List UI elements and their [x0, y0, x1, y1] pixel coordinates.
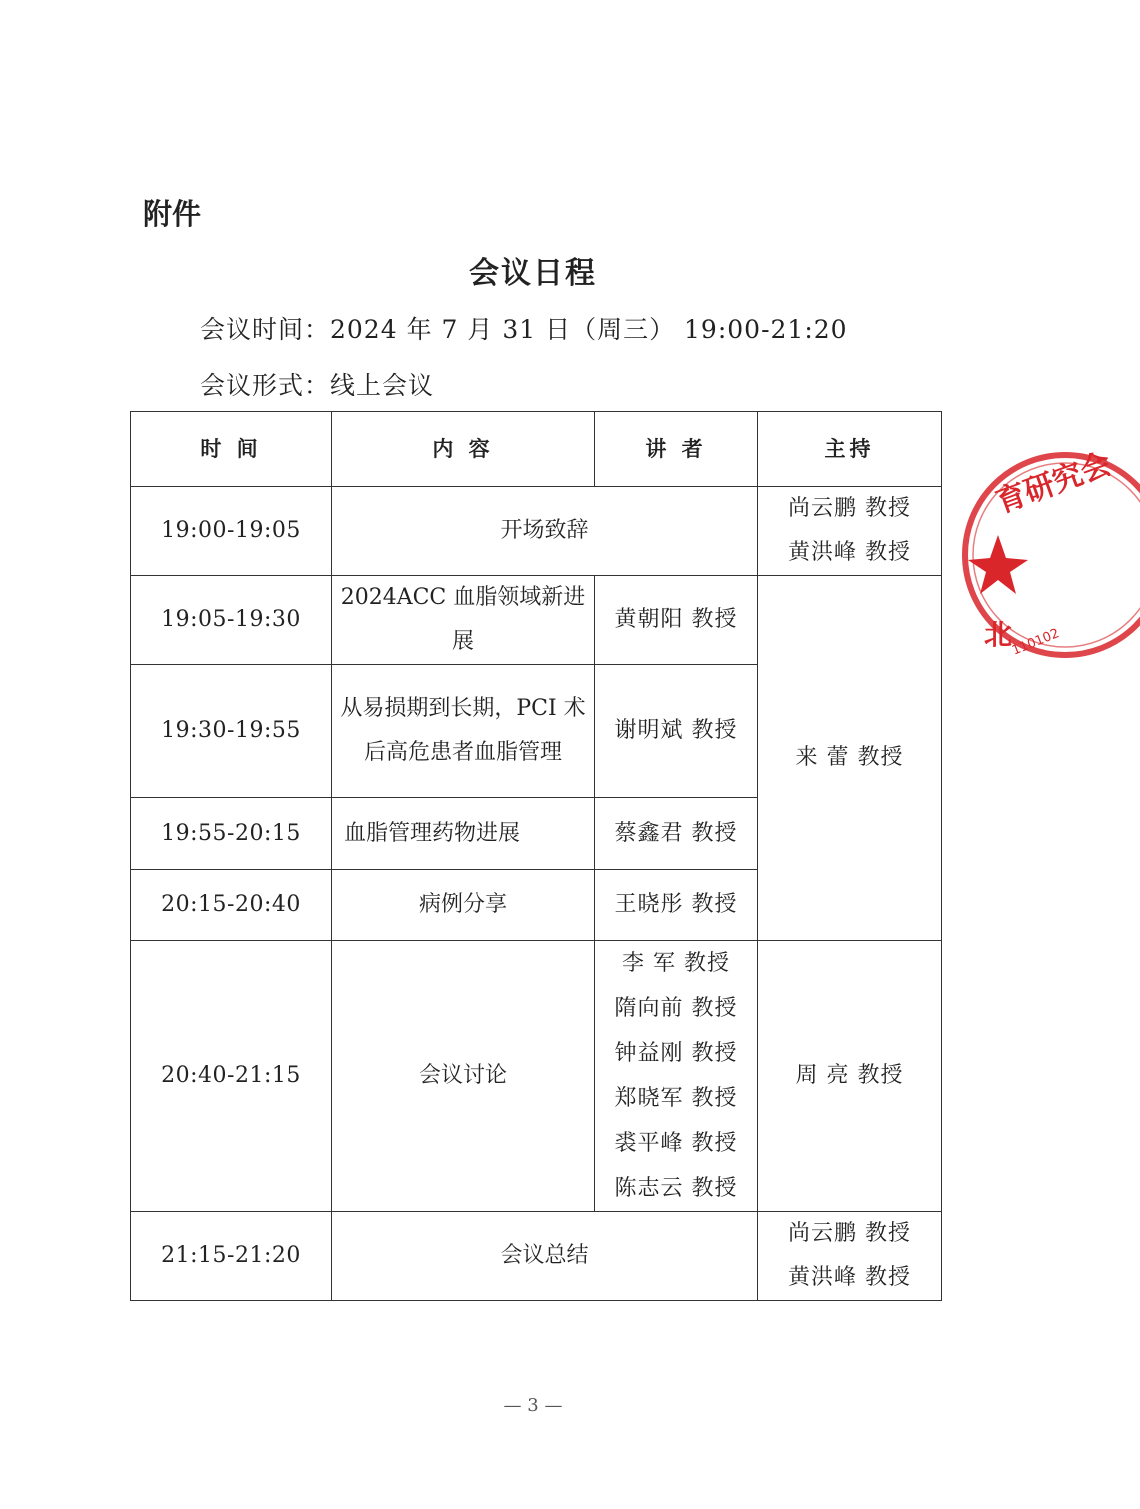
speaker-name: 隋向前 教授: [614, 996, 738, 1021]
speaker-name: 裘平峰 教授: [614, 1131, 738, 1156]
row-content: 会议总结: [332, 1212, 758, 1301]
host-name: 黄洪峰 教授: [788, 540, 911, 565]
seal-star-icon: [968, 535, 1028, 594]
row-hosts: [758, 1212, 942, 1301]
header-content: 内 容: [332, 412, 595, 487]
table-row: [131, 1212, 942, 1301]
seal-text-top: 育研究会: [991, 446, 1117, 521]
seal-text-bottom: 110102: [1009, 626, 1062, 659]
row-content: 2024ACC 血脂领域新进展: [332, 576, 595, 665]
row-host: [758, 576, 942, 941]
row-time: 19:00-19:05: [131, 487, 332, 576]
speaker-name: 郑晓军 教授: [614, 1086, 738, 1111]
table-row: [131, 941, 942, 1212]
host-name: 来 蕾 教授: [795, 745, 904, 770]
header-host: 主持: [758, 412, 942, 487]
speaker-name: 王晓彤 教授: [614, 892, 738, 917]
host-name: 周 亮 教授: [795, 1063, 904, 1088]
row-time: 20:40-21:15: [131, 941, 332, 1212]
row-speaker: [595, 665, 758, 798]
meeting-time: 会议时间：2024 年 7 月 31 日（周三） 19:00-21:20: [200, 315, 848, 344]
speaker-name: 黄朝阳 教授: [614, 607, 738, 632]
row-time: 19:05-19:30: [131, 576, 332, 665]
row-content: 从易损期到长期，PCI 术后高危患者血脂管理: [332, 665, 595, 798]
host-name: 尚云鹏 教授: [788, 496, 911, 521]
host-name: 尚云鹏 教授: [788, 1221, 911, 1246]
row-time: 19:30-19:55: [131, 665, 332, 798]
row-time: 20:15-20:40: [131, 870, 332, 941]
speaker-name: 陈志云 教授: [614, 1176, 738, 1201]
header-time: 时 间: [131, 412, 332, 487]
table-row: [131, 576, 942, 665]
row-speakers: [595, 941, 758, 1212]
row-content: 开场致辞: [332, 487, 758, 576]
speaker-name: 钟益刚 教授: [614, 1041, 738, 1066]
host-name: 黄洪峰 教授: [788, 1265, 911, 1290]
meeting-format: 会议形式：线上会议: [200, 371, 435, 400]
row-host: [758, 941, 942, 1212]
row-speaker: [595, 798, 758, 870]
speaker-name: 蔡鑫君 教授: [614, 820, 738, 846]
speaker-name: 谢明斌 教授: [614, 718, 738, 743]
row-content: 病例分享: [332, 870, 595, 941]
row-content: 会议讨论: [332, 941, 595, 1212]
row-time: 21:15-21:20: [131, 1212, 332, 1301]
page-title: 会议日程: [469, 256, 597, 291]
header-speaker: 讲 者: [595, 412, 758, 487]
page-number: — 3 —: [503, 1395, 563, 1416]
table-row: [131, 487, 942, 576]
official-seal-stamp: [940, 440, 1140, 670]
row-content: 血脂管理药物进展: [332, 798, 595, 870]
seal-text-side: 北: [984, 618, 1013, 651]
row-speaker: [595, 870, 758, 941]
row-hosts: [758, 487, 942, 576]
table-header-row: [131, 412, 942, 487]
speaker-name: 李 军 教授: [622, 951, 730, 976]
attachment-label: 附件: [143, 197, 202, 231]
row-time: 19:55-20:15: [131, 798, 332, 870]
row-speaker: [595, 576, 758, 665]
schedule-table: [130, 411, 942, 1301]
